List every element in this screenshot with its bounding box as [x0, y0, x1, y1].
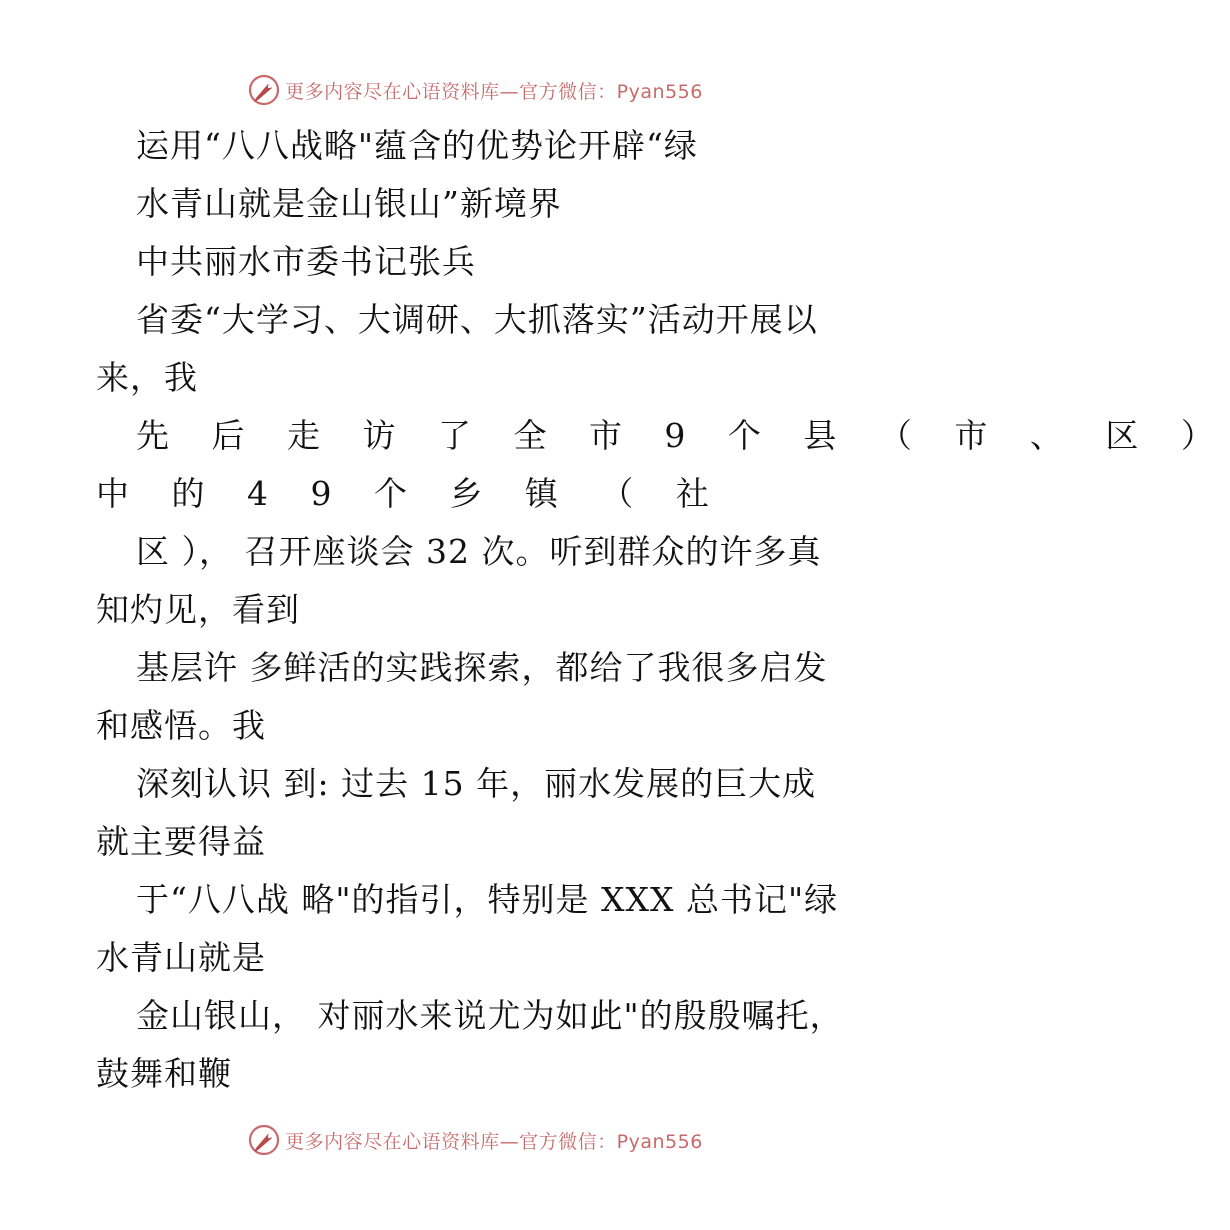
text-line: 和感悟。我 — [96, 706, 266, 745]
watermark-text: 更多内容尽在心语资料库—官方微信：Pyan556 — [285, 1130, 703, 1153]
footer-watermark — [0, 1120, 950, 1160]
text-line: 中 的 4 9 个 乡 镇 （ 社 — [96, 474, 725, 513]
text-line: 深刻认识 到: 过去 15 年，丽水发展的巨大成 — [136, 764, 817, 803]
text-line: 金山银山， 对丽水来说尤为如此"的殷殷嘱托， — [136, 996, 844, 1035]
text-line: 省委“大学习、大调研、大抓落实”活动开展以 — [136, 300, 818, 339]
pen-nib-logo-icon — [247, 1123, 281, 1157]
document-body — [96, 117, 1230, 1103]
watermark-text: 更多内容尽在心语资料库—官方微信：Pyan556 — [285, 80, 703, 103]
text-line: 就主要得益 — [96, 822, 266, 861]
text-line: 于“八八战 略"的指引，特别是 XXX 总书记"绿 — [136, 880, 839, 919]
pen-nib-logo-icon — [247, 73, 281, 107]
text-line: 水青山就是 — [96, 938, 266, 977]
text-line: 运用“八八战略"蕴含的优势论开辟“绿 — [136, 126, 698, 165]
text-line: 来，我 — [96, 358, 198, 397]
text-line: 水青山就是金山银山”新境界 — [136, 184, 562, 223]
text-line: 区 ）， 召开座谈会 32 次。听到群众的许多真 — [136, 532, 822, 571]
header-watermark — [0, 70, 950, 110]
text-line: 知灼见，看到 — [96, 590, 300, 629]
text-line: 先 后 走 访 了 全 市 9 个 县 （ 市 、 区 ） — [136, 416, 1230, 455]
author-line: 中共丽水市委书记张兵 — [136, 242, 476, 281]
text-line: 基层许 多鲜活的实践探索，都给了我很多启发 — [136, 648, 828, 687]
text-line: 鼓舞和鞭 — [96, 1054, 232, 1093]
